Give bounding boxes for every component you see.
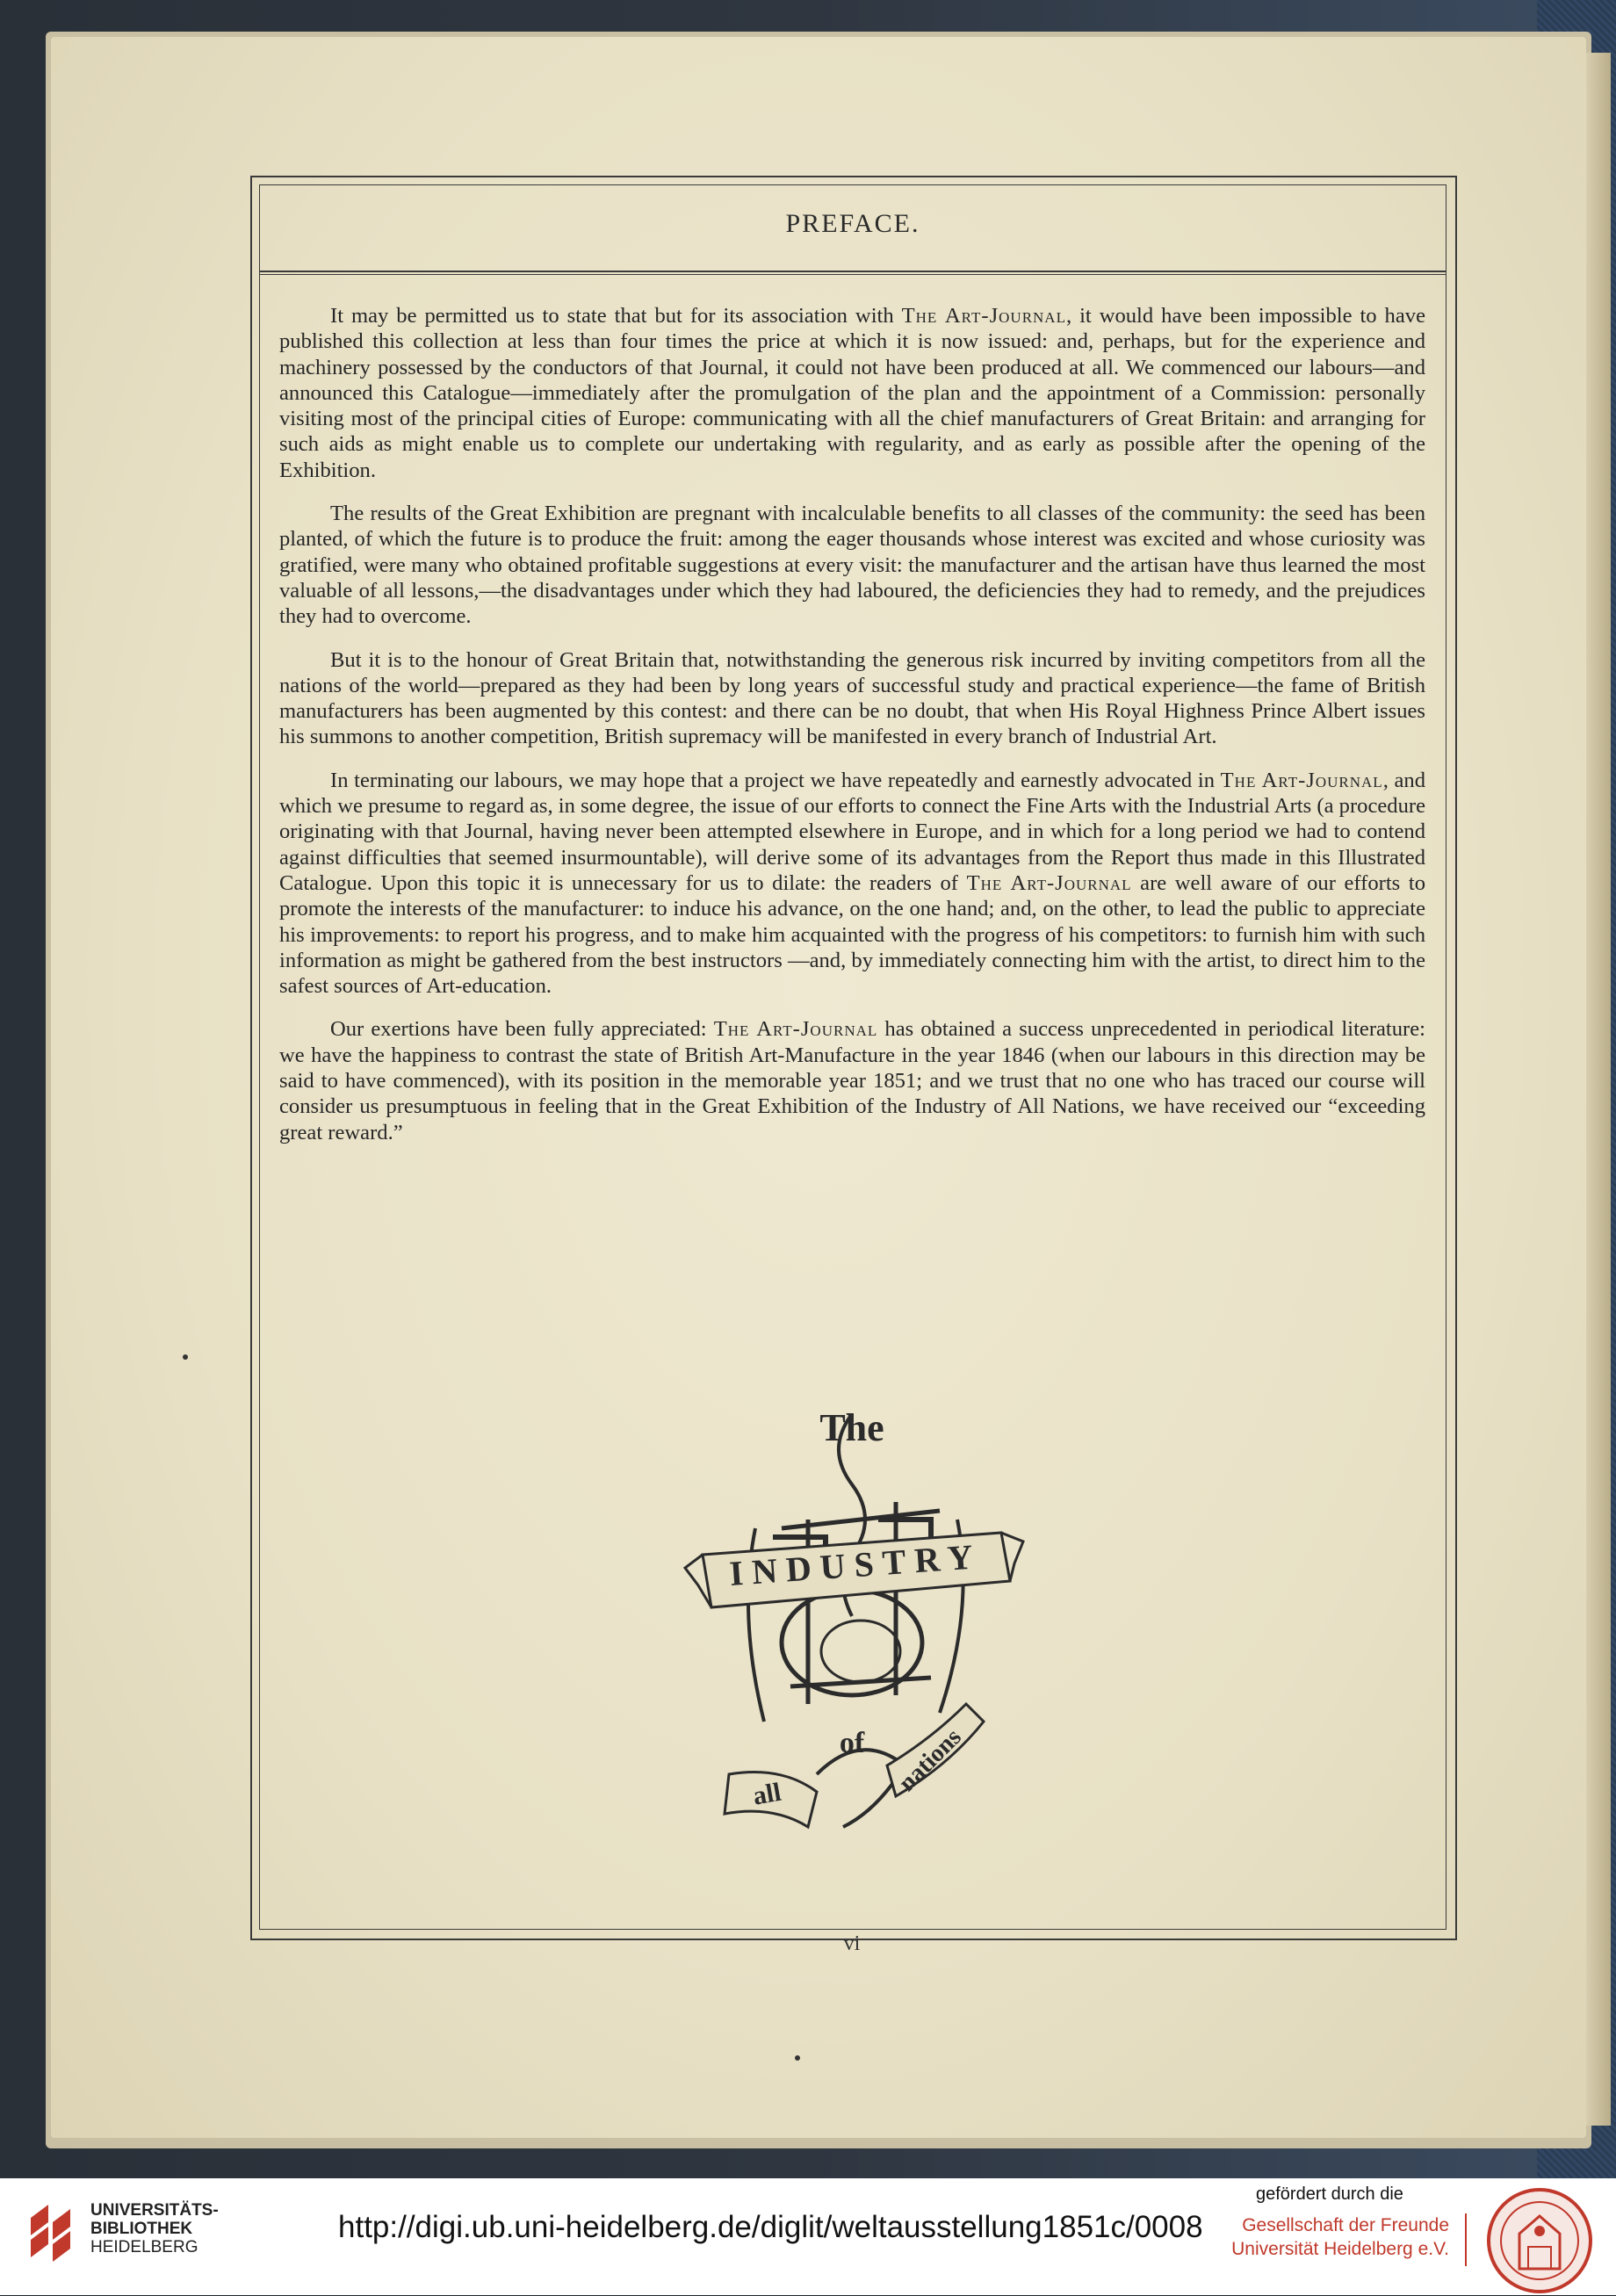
university-library-logo-icon — [26, 2200, 88, 2262]
preface-paragraph: The results of the Great Exhibition are pregnant with incalculable benefits to all classes of the community: the seed has been planted, of which the future is to produce the fruit: among the eager thousands whose interest was excited and whose curiosity was gratified, were many who obtained profitable suggestions at every visit: the manufacturer and the artisan have thus learned the most valuable of all lessons,—the disadvantages under which they had laboured, the deficiencies they had to remedy, and the prejudices they had to overcome. — [279, 502, 1425, 629]
page-number: vi — [843, 1932, 861, 1955]
university-seal-icon — [1484, 2185, 1595, 2296]
emblem-banner-industry: INDUSTRY — [728, 1536, 984, 1594]
journal-name: The Art-Journal — [966, 870, 1132, 895]
preface-body — [279, 303, 1425, 1163]
page-speck — [795, 2055, 800, 2061]
society-name-line2: Universität Heidelberg e.V. — [1231, 2239, 1449, 2259]
journal-name: The Art-Journal — [713, 1017, 878, 1042]
library-name — [90, 2201, 219, 2256]
journal-name: The Art-Journal — [1220, 768, 1383, 792]
library-name-line2: BIBLIOTHEK — [90, 2220, 193, 2238]
preface-paragraph: It may be permitted us to state that but for its association with The Art-Journal, it would have been impossible to have published this collection at less than four times the price at which it is now issued: and, perhaps, but for the experience and machinery possessed by the conductors of that Journal, it could not have been produced at all. We commenced our labours—and announced this Catalogue—immediately after the promulgation of the plan and the appointment of a Commission: personally visiting most of the principal cities of Europe: communicating with all the chief manufacturers of Great Britain: and arranging for such aids as might enable us to complete our undertaking with regularity, and as early as possible after the opening of the Exhibition. — [279, 304, 1425, 482]
page-speck — [183, 1354, 188, 1360]
permalink-url[interactable]: http://digi.ub.uni-heidelberg.de/diglit/weltausstellung1851c/0008 — [338, 2210, 1203, 2244]
emblem-word-all: all — [750, 1777, 783, 1811]
header-rule-thin — [259, 274, 1446, 275]
funded-by-label: gefördert durch die — [1256, 2184, 1403, 2204]
page-title: PREFACE. — [785, 209, 920, 238]
industry-of-all-nations-emblem — [676, 1353, 1028, 1862]
preface-paragraph: Our exertions have been fully appreciated: The Art-Journal has obtained a success unprecedented in periodical literature: we have the happiness to contrast the state of British Art-Manufacture in the year 1846 (when our labours in this direction may be said to have commenced), with its position in the memorable year 1851; and we trust that no one who has traced our course will consider us presumptuous in feeling that in the Great Exhibition of the Industry of All Nations, we have received our “exceeding great reward.” — [279, 1017, 1425, 1144]
emblem-word-nations: nations — [893, 1723, 967, 1797]
preface-paragraph: But it is to the honour of Great Britain that, notwithstanding the generous risk incurred by inviting competitors from all the nations of the world—prepared as they had been by long years of successful study and practical experience—the fame of British manufacturers has been augmented by this contest: and there can be no doubt, that when His Royal Highness Prince Albert issues his summons to another competition, British supremacy will be manifested in every branch of Industrial Art. — [279, 647, 1425, 749]
next-page-edge — [1586, 53, 1611, 2126]
society-name-line1: Gesellschaft der Freunde — [1242, 2215, 1449, 2235]
preface-paragraph: In terminating our labours, we may hope that a project we have repeatedly and earnestly advocated in The Art-Journal, and which we presume to regard as, in some degree, the issue of our efforts to connect the Fine Arts with the Industrial Arts (a procedure originating with that Journal, having never been attempted elsewhere in Europe, and in which for a long period we had to contend against difficulties that seemed insurmountable), will derive some of its advantages from the Report thus made in this Illustrated Catalogue. Upon this topic it is unnecessary for us to dilate: the readers of The Art-Journal are well aware of our efforts to promote the interests of the manufacturer: to induce his advance, on the one hand; and, on the other, to lead the public to appreciate his improvements: to report his progress, and to make him acquainted with the progress of his competitors: to furnish him with such information as might be gathered from the best instructors —and, by immediately connecting him with the artist, to direct him to the safest sources of Art-education. — [279, 768, 1425, 999]
header-rule — [259, 271, 1446, 272]
library-name-line1: UNIVERSITÄTS- — [90, 2201, 219, 2220]
journal-name: The Art-Journal — [901, 304, 1066, 328]
emblem-word-of: of — [839, 1727, 865, 1759]
footer-divider — [1465, 2213, 1467, 2266]
emblem-word-the: The — [819, 1406, 884, 1449]
society-name — [1212, 2213, 1449, 2261]
library-name-line3: HEIDELBERG — [90, 2238, 198, 2256]
